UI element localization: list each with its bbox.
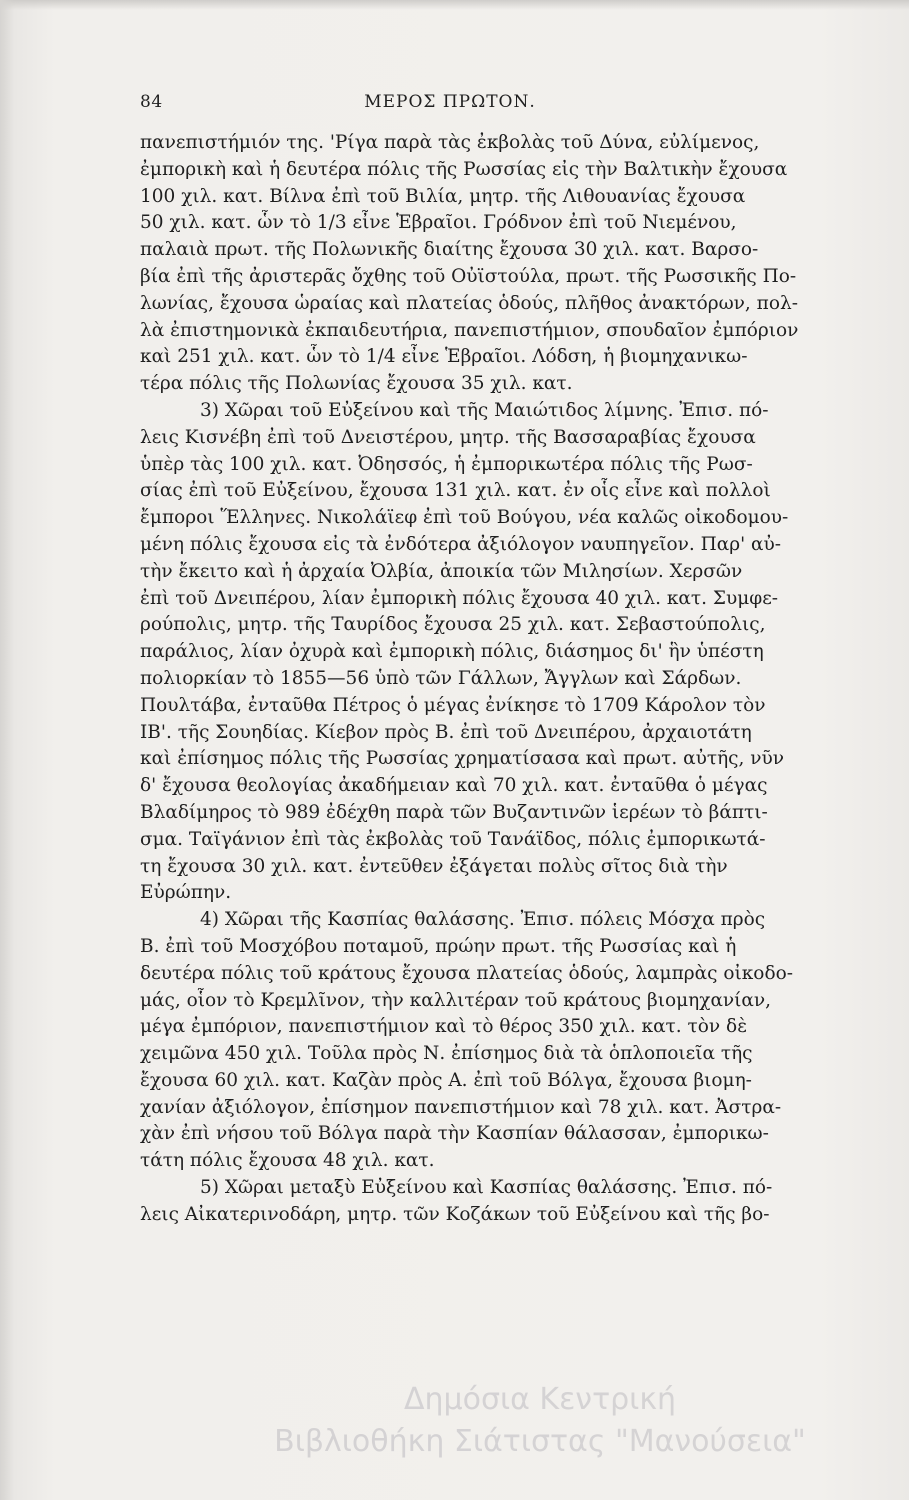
text-line: 5) Χῶραι μεταξὺ Εὐξείνου καὶ Κασπίας θαλάσσης. Ἐπισ. πό-: [200, 1177, 773, 1199]
text-line: ΙΒ'. τῆς Σουηδίας. Κίεβον πρὸς Β. ἐπὶ τοῦ Δνειπέρου, ἀρχαιοτάτη: [140, 721, 752, 743]
text-line: ὑπὲρ τὰς 100 χιλ. κατ. Ὀδησσός, ἡ ἐμπορικωτέρα πόλις τῆς Ρωσ-: [140, 453, 753, 475]
text-line: λεις Κισνέβη ἐπὶ τοῦ Δνειστέρου, μητρ. τῆς Βασσαραβίας ἔχουσα: [140, 426, 756, 448]
text-line: 4) Χῶραι τῆς Κασπίας θαλάσσης. Ἐπισ. πόλεις Μόσχα πρὸς: [200, 909, 766, 931]
text-line: καὶ ἐπίσημος πόλις τῆς Ρωσσίας χρηματίσασα καὶ πρωτ. αὐτῆς, νῦν: [140, 748, 785, 770]
text-line: δ' ἔχουσα θεολογίας ἀκαδήμειαν καὶ 70 χιλ. κατ. ἐνταῦθα ὁ μέγας: [140, 775, 768, 797]
library-watermark: [210, 1380, 870, 1470]
text-line: 50 χιλ. κατ. ὧν τὸ 1/3 εἶνε Ἑβραῖοι. Γρόδνον ἐπὶ τοῦ Νιεμένου,: [140, 212, 737, 234]
text-line: πολιορκίαν τὸ 1855—56 ὑπὸ τῶν Γάλλων, Ἄγγλων καὶ Σάρδων.: [140, 667, 742, 689]
watermark-line-2: Βιβλιοθήκη Σιάτιστας "Μανούσεια": [274, 1424, 806, 1459]
page-left-shadow: [0, 0, 14, 1500]
text-line: Βλαδίμηρος τὸ 989 ἐδέχθη παρὰ τῶν Βυζαντινῶν ἱερέων τὸ βάπτι-: [140, 801, 768, 823]
text-line: δευτέρα πόλις τοῦ κράτους ἔχουσα πλατείας ὁδούς, λαμπρὰς οἰκοδο-: [140, 962, 793, 984]
text-line: χὰν ἐπὶ νήσου τοῦ Βόλγα παρὰ τὴν Κασπίαν θάλασσαν, ἐμπορικω-: [140, 1123, 769, 1145]
text-line: μάς, οἷον τὸ Κρεμλῖνον, τὴν καλλιτέραν τοῦ κράτους βιομηχανίαν,: [140, 989, 772, 1011]
text-line: καὶ 251 χιλ. κατ. ὧν τὸ 1/4 εἶνε Ἑβραῖοι. Λόδση, ἡ βιομηχανικω-: [140, 346, 748, 368]
text-line: τέρα πόλις τῆς Πολωνίας ἔχουσα 35 χιλ. κατ.: [140, 373, 573, 395]
text-line: Β. ἐπὶ τοῦ Μοσχόβου ποταμοῦ, πρώην πρωτ. τῆς Ρωσσίας καὶ ἡ: [140, 935, 737, 957]
text-line: σμα. Ταϊγάνιον ἐπὶ τὰς ἐκβολὰς τοῦ Τανάϊδος, πόλις ἐμπορικωτά-: [140, 828, 766, 850]
text-line: χειμῶνα 450 χιλ. Τοῦλα πρὸς Ν. ἐπίσημος διὰ τὰ ὁπλοποιεῖα τῆς: [140, 1043, 753, 1065]
page-number: 84: [140, 92, 163, 112]
text-line: λεις Αἰκατερινοδάρη, μητρ. τῶν Κοζάκων τοῦ Εὐξείνου καὶ τῆς βο-: [140, 1203, 770, 1225]
text-line: βία ἐπὶ τῆς ἀριστερᾶς ὄχθης τοῦ Οὐϊστούλα, πρωτ. τῆς Ρωσσικῆς Πο-: [140, 265, 797, 287]
text-line: τάτη πόλις ἔχουσα 48 χιλ. κατ.: [140, 1150, 435, 1172]
watermark-line-1: Δημόσια Κεντρική: [403, 1382, 677, 1417]
running-head: ΜΕΡΟΣ ΠΡΩΤΟΝ.: [364, 92, 536, 112]
text-line: σίας ἐπὶ τοῦ Εὐξείνου, ἔχουσα 131 χιλ. κατ. ἐν οἷς εἶνε καὶ πολλοὶ: [140, 480, 771, 502]
page-header: [140, 92, 840, 116]
text-line: λωνίας, ἔχουσα ὡραίας καὶ πλατείας ὁδούς, πλῆθος ἀνακτόρων, πολ-: [140, 292, 798, 314]
text-line: 3) Χῶραι τοῦ Εὐξείνου καὶ τῆς Μαιώτιδος λίμνης. Ἐπισ. πό-: [200, 399, 769, 421]
text-line: μένη πόλις ἔχουσα εἰς τὰ ἐνδότερα ἀξιόλογον ναυπηγεῖον. Παρ' αὐ-: [140, 533, 782, 555]
text-line: τὴν ἔκειτο καὶ ἡ ἀρχαία Ὀλβία, ἀποικία τῶν Μιλησίων. Χερσῶν: [140, 560, 743, 582]
page-top-shadow: [0, 0, 909, 10]
text-line: ἐμπορικὴ καὶ ἡ δευτέρα πόλις τῆς Ρωσσίας εἰς τὴν Βαλτικὴν ἔχουσα: [140, 158, 788, 180]
text-line: μέγα ἐμπόριον, πανεπιστήμιον καὶ τὸ θέρος 350 χιλ. κατ. τὸν δὲ: [140, 1016, 748, 1038]
text-line: τη ἔχουσα 30 χιλ. κατ. ἐντεῦθεν ἐξάγεται πολὺς σῖτος διὰ τὴν: [140, 855, 728, 877]
text-line: ἔμποροι Ἕλληνες. Νικολάϊεφ ἐπὶ τοῦ Βούγου, νέα καλῶς οἰκοδομου-: [140, 507, 789, 529]
text-line: χανίαν ἀξιόλογον, ἐπίσημον πανεπιστήμιον καὶ 78 χιλ. κατ. Ἀστρα-: [140, 1096, 782, 1118]
text-line: πανεπιστήμιόν της. 'Ρίγα παρὰ τὰς ἐκβολὰς τοῦ Δύνα, εὐλίμενος,: [140, 132, 760, 153]
text-line: Πουλτάβα, ἐνταῦθα Πέτρος ὁ μέγας ἐνίκησε τὸ 1709 Κάρολον τὸν: [140, 694, 766, 716]
text-line: ἔχουσα 60 χιλ. κατ. Καζὰν πρὸς Α. ἐπὶ τοῦ Βόλγα, ἔχουσα βιομη-: [140, 1069, 752, 1091]
text-line: ἐπὶ τοῦ Δνειπέρου, λίαν ἐμπορικὴ πόλις ἔχουσα 40 χιλ. κατ. Συμφε-: [140, 587, 779, 609]
text-line: ρούπολις, μητρ. τῆς Ταυρίδος ἔχουσα 25 χιλ. κατ. Σεβαστούπολις,: [140, 614, 766, 636]
text-line: παλαιὰ πρωτ. τῆς Πολωνικῆς διαίτης ἔχουσα 30 χιλ. κατ. Βαρσο-: [140, 239, 759, 261]
text-line: παράλιος, λίαν ὀχυρὰ καὶ ἐμπορικὴ πόλις, διάσημος δι' ἣν ὑπέστη: [140, 641, 764, 663]
text-line: λὰ ἐπιστημονικὰ ἐκπαιδευτήρια, πανεπιστήμιον, σπουδαῖον ἐμπόριον: [140, 319, 799, 341]
text-line: 100 χιλ. κατ. Βίλνα ἐπὶ τοῦ Βιλία, μητρ. τῆς Λιθουανίας ἔχουσα: [140, 185, 746, 207]
body-text: [140, 130, 880, 1229]
text-line: Εὐρώπην.: [140, 882, 232, 904]
